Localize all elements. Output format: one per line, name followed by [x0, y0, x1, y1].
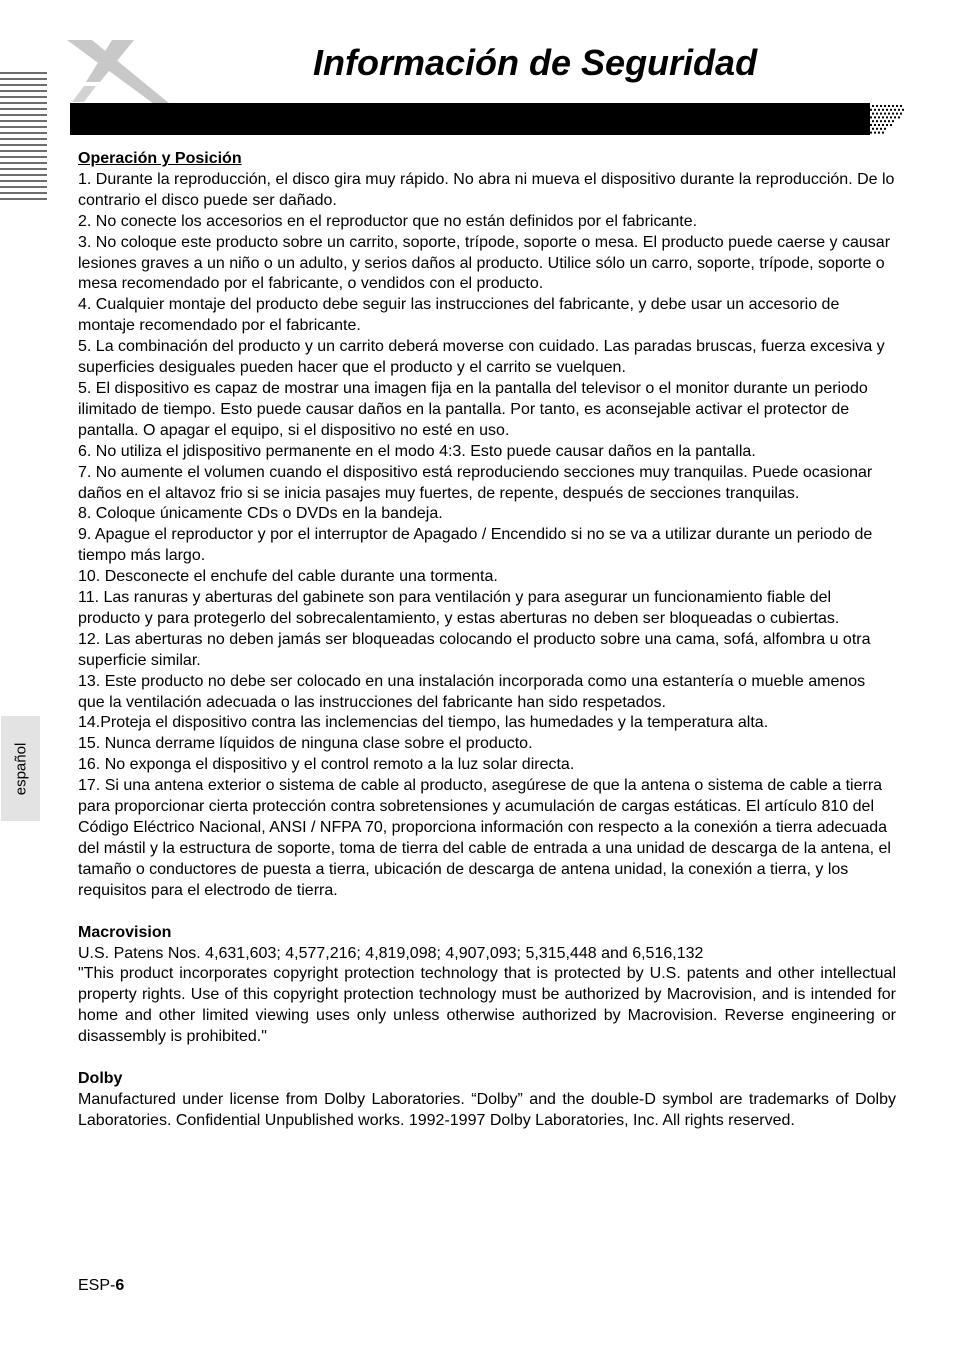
list-item: 11. Las ranuras y aberturas del gabinete son para ventilación y para asegurar un funcionamiento fiable del producto y para protegerlo del sobrecalentamiento, y estas aberturas no deben ser bloqueadas o cubiertas. — [78, 589, 840, 627]
list-item: 16. No exponga el dispositivo y el control remoto a la luz solar directa. — [78, 756, 575, 774]
list-item: 10. Desconecte el enchufe del cable durante una tormenta. — [78, 568, 498, 586]
list-item: 9. Apague el reproductor y por el interruptor de Apagado / Encendido si no se va a utilizar durante un periodo de tiempo más largo. — [78, 526, 873, 565]
main-content — [78, 149, 896, 1132]
page-number-prefix: ESP- — [78, 1277, 116, 1294]
list-item: 6. No utiliza el jdispositivo permanente en el modo 4:3. Esto puede causar daños en la pantalla. — [78, 442, 756, 460]
list-item: 2. No conecte los accesorios en el reproductor que no están definidos por el fabricante. — [78, 212, 698, 230]
section-heading-dolby: Dolby — [78, 1070, 123, 1088]
language-tab — [1, 716, 40, 821]
list-item: 14.Proteja el dispositivo contra las inclemencias del tiempo, las humedades y la temperatura alta. — [78, 714, 769, 732]
list-item: 8. Coloque únicamente CDs o DVDs en la bandeja. — [78, 505, 443, 523]
list-item: 15. Nunca derrame líquidos de ninguna clase sobre el producto. — [78, 735, 533, 753]
list-item: 5. El dispositivo es capaz de mostrar una imagen fija en la pantalla del televisor o el monitor durante un periodo ilimitado de tiempo. Esto puede causar daños en la pantalla. Por tanto, es aconsejable activar el protector de pantalla. O apagar el equipo, si el dispositivo no esté en uso. — [78, 379, 868, 439]
page-title: Información de Seguridad — [313, 42, 758, 83]
list-item: 12. Las aberturas no deben jamás ser bloqueadas colocando el producto sobre una cama, sofá, alfombra u otra superficie similar. — [78, 630, 871, 669]
page-number-value: 6 — [115, 1277, 125, 1294]
list-item: 17. Si una antena exterior o sistema de cable al producto, asegúrese de que la antena o sistema de cable a tierra para proporcionar cierta protección contra sobretensiones y acumulación de cargas estáticas. El artículo 810 del Código Eléctrico Nacional, ANSI / NFPA 70, proporciona información con respecto a la conexión a tierra adecuada del mástil y la estructura de soporte, toma de tierra del cable de entrada a una unidad de descarga de la antena, el tamaño o conductores de puesta a tierra, ubicación de descarga de antena unidad, la conexión a tierra, y los requisitos para el electrodo de tierra. — [78, 777, 891, 899]
list-item: 7. No aumente el volumen cuando el dispositivo está reproduciendo secciones muy tranquilas. Puede ocasionar daños en el altavoz frio si se inicia pasajes muy fuertes, de repente, después de secciones tranquilas. — [78, 463, 873, 502]
macrovision-patents: U.S. Patens Nos. 4,631,603; 4,577,216; 4,819,098; 4,907,093; 5,315,448 and 6,516,132 — [78, 944, 704, 962]
dolby-text: Manufactured under license from Dolby Laboratories. “Dolby” and the double-D symbol are trademarks of Dolby Laboratories. Confidential Unpublished works. 1992-1997 Dolby Laboratories, Inc. All rights reserved. — [78, 1090, 896, 1129]
side-stripes-decoration — [0, 72, 47, 202]
section-heading-operation: Operación y Posición — [78, 150, 242, 167]
x-logo-icon — [62, 38, 172, 108]
language-tab-label: español — [12, 742, 29, 795]
list-item: 13. Este producto no debe ser colocado en una instalación incorporada como una estantería o mueble amenos que la ventilación adecuada o las instrucciones del fabricante han sido respetados. — [78, 672, 866, 711]
list-item: 1. Durante la reproducción, el disco gira muy rápido. No abra ni mueva el dispositivo durante la reproducción. De lo contrario el disco puede ser dañado. — [78, 170, 895, 209]
title-bar — [70, 103, 870, 135]
list-item: 4. Cualquier montaje del producto debe seguir las instrucciones del fabricante, y debe usar un accesorio de montaje recomendado por el fabricante. — [78, 296, 840, 335]
dot-pattern-decoration — [862, 103, 904, 135]
list-item: 5. La combinación del producto y un carrito deberá moverse con cuidado. Las paradas bruscas, fuerza excesiva y superficies desiguales pueden hacer que el producto y el carrito se vuelquen. — [78, 338, 885, 377]
section-heading-macrovision: Macrovision — [78, 923, 172, 941]
macrovision-text: "This product incorporates copyright protection technology that is protected by U.S. patents and other intellectual property rights. Use of this copyright protection technology must be authorized by Macrovision, and is intended for home and other limited viewing uses only unless otherwise authorized by Macrovision. Reverse engineering or disassembly is prohibited." — [78, 965, 896, 1046]
page-number — [78, 1277, 124, 1295]
list-item: 3. No coloque este producto sobre un carrito, soporte, trípode, soporte o mesa. El producto puede caerse y causar lesiones graves a un niño o un adulto, y serios daños al producto. Utilice sólo un carro, soporte, trípode, soporte o mesa recomendado por el fabricante, o vendidos con el producto. — [78, 233, 891, 293]
